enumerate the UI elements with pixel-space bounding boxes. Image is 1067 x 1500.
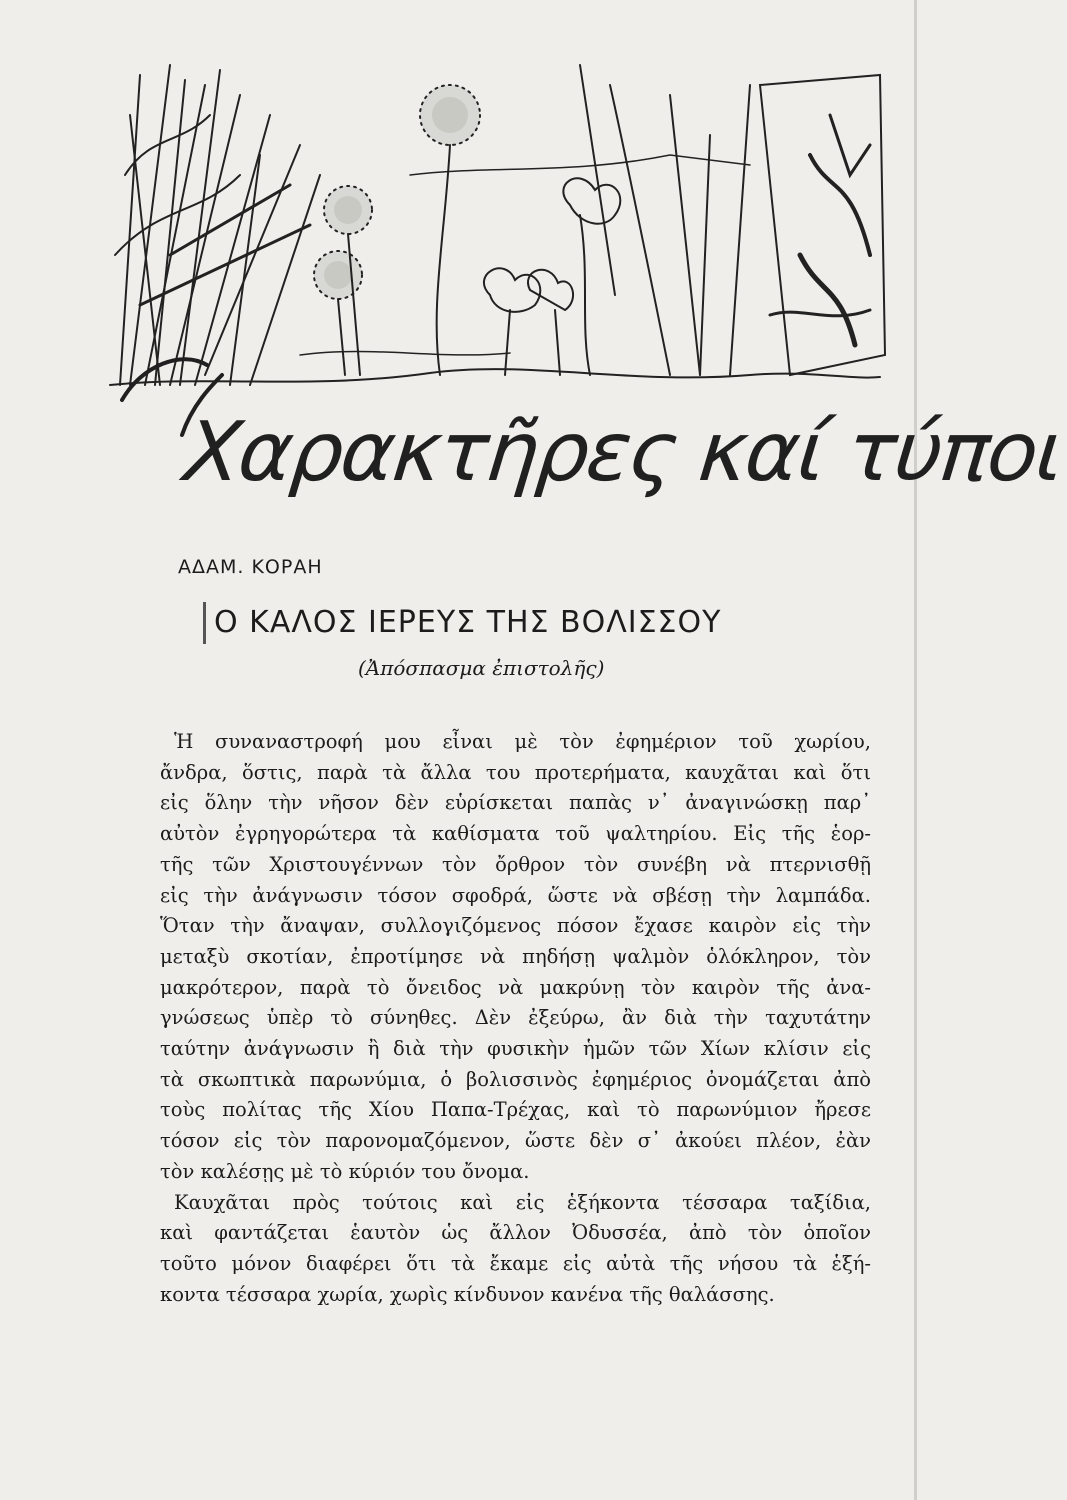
title-bracket-mark [203,602,206,644]
body-line: μακρότερον, παρὰ τὸ ὄνειδος νὰ μακρύνῃ τὸν καιρὸν τῆς ἀνα- [160,975,871,999]
page-edge [914,0,917,1500]
body-line: τὸν καλέσῃς μὲ τὸ κύριόν του ὄνομα. [160,1159,530,1183]
body-line: εἰς ὅλην τὴν νῆσον δὲν εὑρίσκεται παπὰς ν᾽ ἀναγινώσκῃ παρ᾽ [160,791,871,815]
body-line: ταύτην ἀνάγνωσιν ἢ διὰ τὴν φυσικὴν ἡμῶν τῶν Χίων κλίσιν εἰς [160,1037,871,1061]
body-line: τὰ σκωπτικὰ παρωνύμια, ὁ βολισσινὸς ἐφημέριος ὀνομάζεται ἀπὸ [160,1067,871,1091]
body-line: μεταξὺ σκοτίαν, ἐπροτίμησε νὰ πηδήσῃ ψαλμὸν ὁλόκληρον, τὸν [160,944,871,968]
body-line: τόσον εἰς τὸν παρονομαζόμενον, ὥστε δὲν σ᾽ ἀκούει πλέον, ἐὰν [160,1129,871,1153]
body-line: κοντα τέσσαρα χωρία, χωρὶς κίνδυνον κανένα τῆς θαλάσσης. [160,1282,775,1306]
author-name: ΑΔΑΜ. ΚΟΡΑΗ [178,556,323,578]
article-body [160,727,871,1310]
body-line: αὐτὸν ἐγρηγορώτερα τὰ καθίσματα τοῦ ψαλτηρίου. Εἰς τῆς ἑορ- [160,822,871,846]
section-heading-script: Χαρακτῆρες καί τύποι [180,405,1067,500]
body-line: Ὅταν τὴν ἄναψαν, συλλογιζόμενος πόσον ἔχασε καιρὸν εἰς τὴν [160,914,871,938]
body-line: γνώσεως ὑπὲρ τὸ σύνηθες. Δὲν ἐξεύρω, ἂν διὰ τὴν ταχυτάτην [160,1006,871,1030]
body-line: εἰς τὴν ἀνάγνωσιν τόσον σφοδρά, ὥστε νὰ σβέσῃ τὴν λαμπάδα. [160,883,871,907]
body-line: Ἡ συναναστροφή μου εἶναι μὲ τὸν ἐφημέριον τοῦ χωρίου, [174,730,871,753]
article-title: Ο ΚΑΛΟΣ ΙΕΡΕΥΣ ΤΗΣ ΒΟΛΙΣΣΟΥ [214,605,722,640]
body-line: ἄνδρα, ὅστις, παρὰ τὰ ἄλλα του προτερήματα, καυχᾶται καὶ ὅτι [160,760,871,784]
body-line: τοῦτο μόνον διαφέρει ὅτι τὰ ἔκαμε εἰς αὐτὰ τῆς νήσου τὰ ἑξή- [160,1251,871,1275]
body-line: καὶ φαντάζεται ἑαυτὸν ὡς ἄλλον Ὀδυσσέα, ἀπὸ τὸν ὁποῖον [160,1221,871,1245]
article-subtitle: (Ἀπόσπασμα ἐπιστολῆς) [358,656,605,680]
body-line: τῆς τῶν Χριστουγέννων τὸν ὄρθρον τὸν συνέβη νὰ πτερνισθῇ [160,852,871,876]
body-line: τοὺς πολίτας τῆς Χίου Παπα-Τρέχας, καὶ τὸ παρωνύμιον ἤρεσε [160,1098,871,1122]
body-line: Καυχᾶται πρὸς τούτοις καὶ εἰς ἑξήκοντα τέσσαρα ταξίδια, [174,1190,871,1214]
